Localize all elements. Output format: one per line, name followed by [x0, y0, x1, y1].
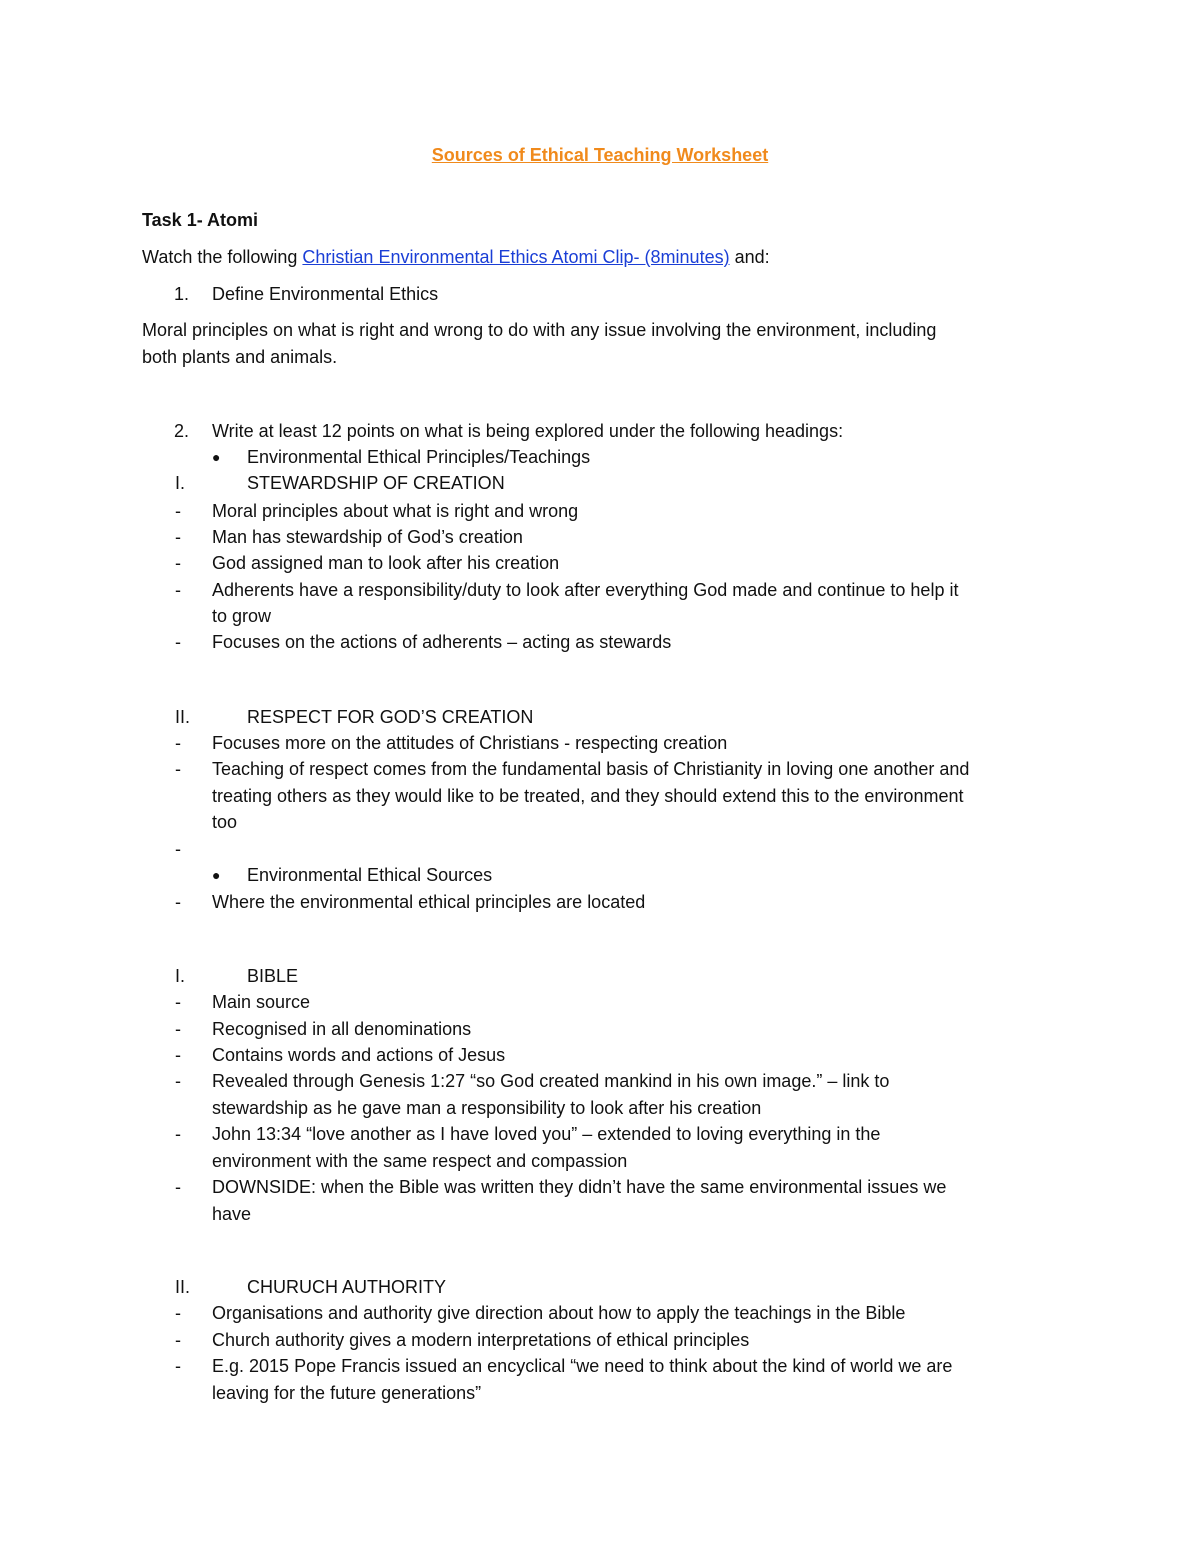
list-item: Organisations and authority give direction about how to apply the teachings in the Bible — [212, 1303, 906, 1323]
list-item: DOWNSIDE: when the Bible was written they didn’t have the same environmental issues we — [212, 1177, 947, 1197]
list-item: Revealed through Genesis 1:27 “so God created mankind in his own image.” – link to — [212, 1071, 890, 1091]
list-item-continuation: leaving for the future generations” — [212, 1383, 482, 1403]
dash-marker: - — [175, 1303, 181, 1323]
list-item: Focuses on the actions of adherents – acting as stewards — [212, 632, 672, 652]
list-item: Focuses more on the attitudes of Christians - respecting creation — [212, 733, 728, 753]
intro-after: and: — [729, 247, 770, 267]
answer-1-line-1: Moral principles on what is right and wrong to do with any issue involving the environment, including — [142, 320, 937, 340]
section-number: II. — [175, 1277, 191, 1297]
dash-marker: - — [175, 733, 181, 753]
list-item-continuation: too — [212, 812, 238, 832]
dash-marker: - — [175, 1019, 181, 1039]
dash-marker: - — [175, 1356, 181, 1376]
section-title-church-authority: CHURUCH AUTHORITY — [247, 1277, 447, 1297]
list-item: E.g. 2015 Pope Francis issued an encyclical “we need to think about the kind of world we are — [212, 1356, 953, 1376]
dash-marker: - — [175, 501, 181, 521]
dash-marker: - — [175, 553, 181, 573]
list-item-continuation: treating others as they would like to be treated, and they should extend this to the environment — [212, 786, 964, 806]
page-title: Sources of Ethical Teaching Worksheet — [431, 145, 769, 165]
task-intro — [142, 244, 770, 270]
task-heading: Task 1- Atomi — [142, 210, 259, 230]
list-item-continuation: to grow — [212, 606, 272, 626]
dash-marker: - — [175, 1124, 181, 1144]
question-2-text: Write at least 12 points on what is being explored under the following headings: — [212, 421, 844, 441]
dash-marker: - — [175, 580, 181, 600]
question-2-number: 2. — [174, 421, 190, 441]
question-1-number: 1. — [174, 284, 190, 304]
dash-marker: - — [175, 759, 181, 779]
question-1-text: Define Environmental Ethics — [212, 284, 439, 304]
bullet-icon: ● — [212, 867, 221, 883]
list-item-continuation: environment with the same respect and compassion — [212, 1151, 628, 1171]
list-item: Moral principles about what is right and wrong — [212, 501, 579, 521]
dash-marker: - — [175, 632, 181, 652]
dash-marker: - — [175, 1045, 181, 1065]
section-number: II. — [175, 707, 191, 727]
list-item-continuation: have — [212, 1204, 252, 1224]
list-item: Teaching of respect comes from the fundamental basis of Christianity in loving one another and — [212, 759, 970, 779]
section-title-respect: RESPECT FOR GOD’S CREATION — [247, 707, 534, 727]
section-number: I. — [175, 473, 186, 493]
list-item: Man has stewardship of God’s creation — [212, 527, 523, 547]
principles-heading: Environmental Ethical Principles/Teachings — [247, 447, 591, 467]
dash-marker: - — [175, 1177, 181, 1197]
list-item: God assigned man to look after his creation — [212, 553, 560, 573]
list-item: Recognised in all denominations — [212, 1019, 472, 1039]
list-item: Where the environmental ethical principles are located — [212, 892, 646, 912]
section-title-bible: BIBLE — [247, 966, 299, 986]
list-item: Main source — [212, 992, 311, 1012]
section-number: I. — [175, 966, 186, 986]
dash-marker: - — [175, 992, 181, 1012]
dash-marker: - — [175, 1071, 181, 1091]
list-item: John 13:34 “love another as I have loved you” – extended to loving everything in the — [212, 1124, 881, 1144]
list-item: Adherents have a responsibility/duty to look after everything God made and continue to help it — [212, 580, 959, 600]
answer-1-line-2: both plants and animals. — [142, 347, 338, 367]
section-title-stewardship: STEWARDSHIP OF CREATION — [247, 473, 505, 493]
list-item-continuation: stewardship as he gave man a responsibility to look after his creation — [212, 1098, 762, 1118]
dash-marker: - — [175, 839, 181, 859]
dash-marker: - — [175, 1330, 181, 1350]
intro-before: Watch the following — [142, 247, 303, 267]
list-item: Church authority gives a modern interpretations of ethical principles — [212, 1330, 750, 1350]
atomi-clip-link[interactable]: Christian Environmental Ethics Atomi Clip- (8minutes) — [302, 247, 730, 267]
list-item: Contains words and actions of Jesus — [212, 1045, 506, 1065]
bullet-icon: ● — [212, 449, 221, 465]
sources-heading: Environmental Ethical Sources — [247, 865, 493, 885]
dash-marker: - — [175, 527, 181, 547]
dash-marker: - — [175, 892, 181, 912]
